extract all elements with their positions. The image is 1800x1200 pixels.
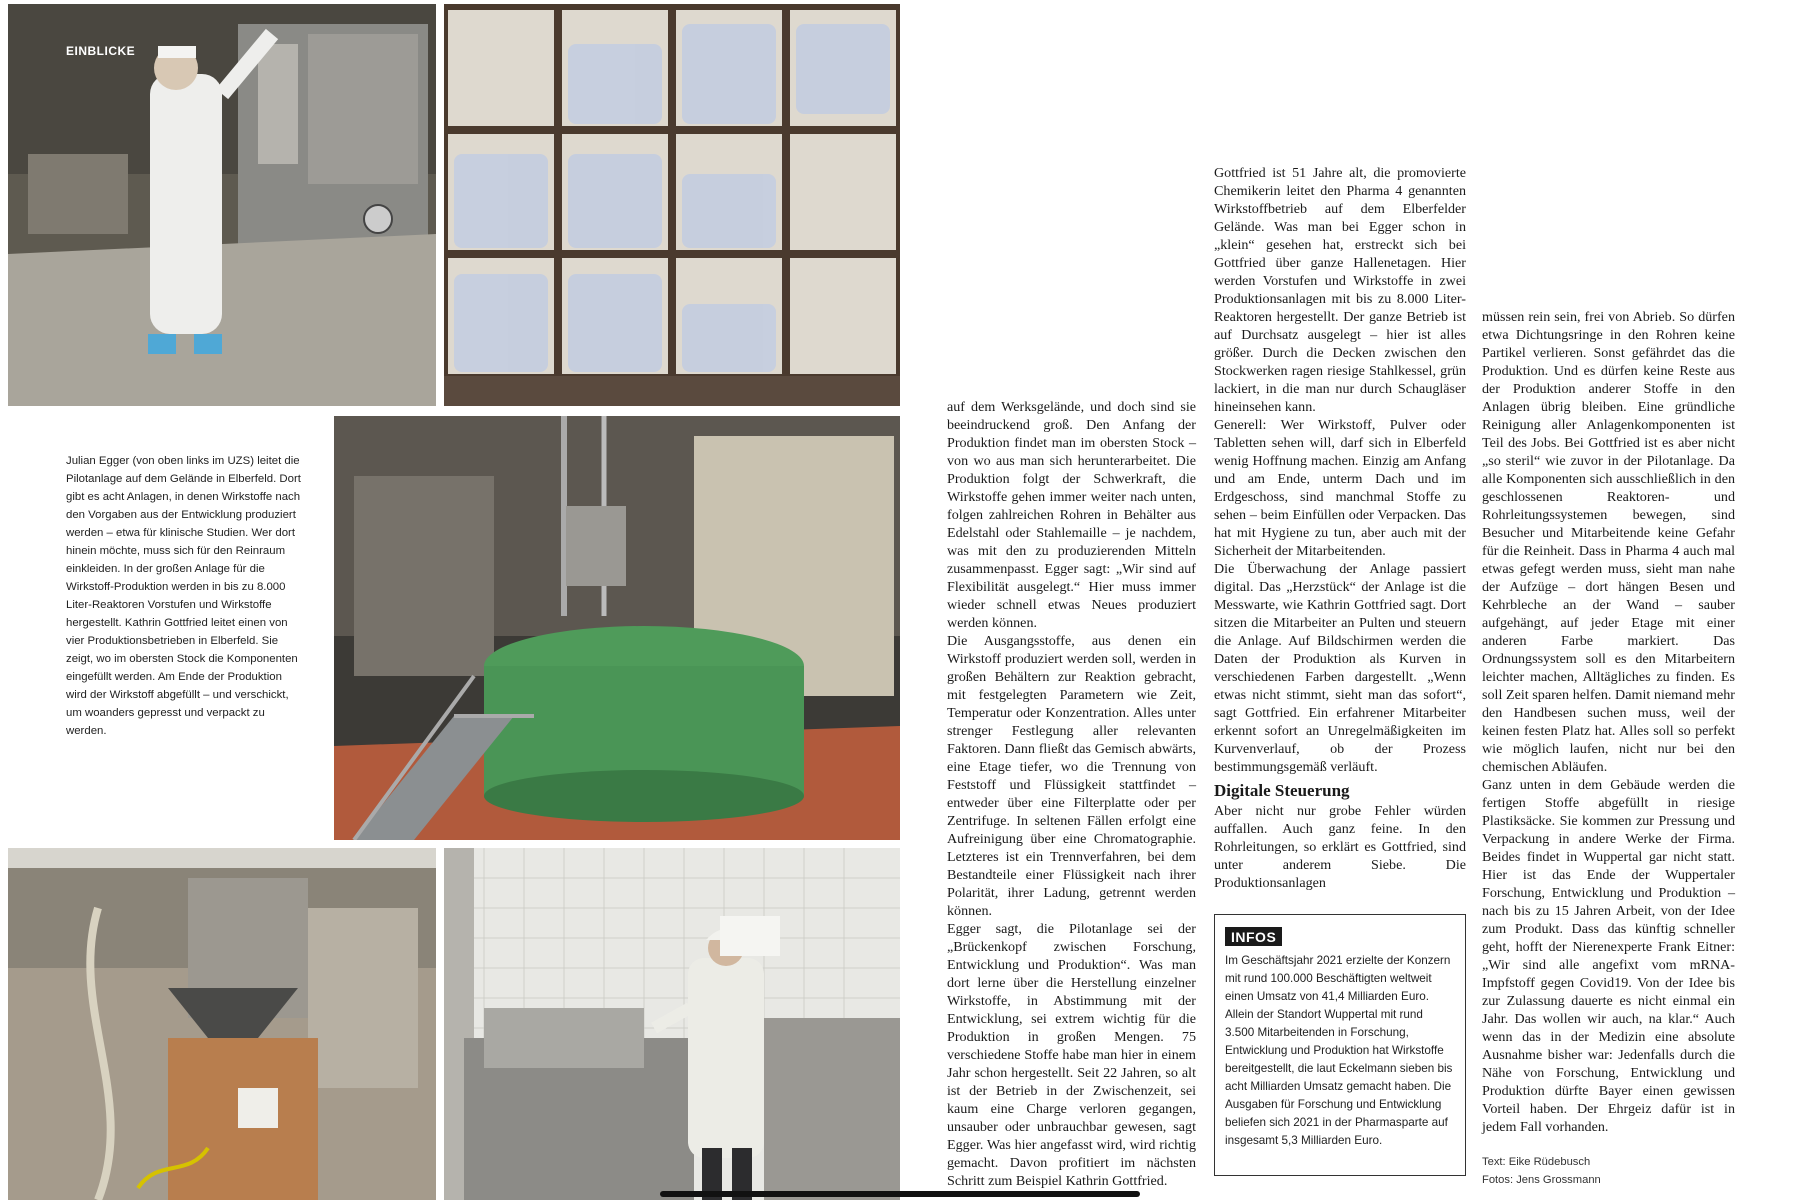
info-tag: INFOS	[1225, 927, 1282, 946]
photo-gottfried	[444, 848, 900, 1200]
scrollbar[interactable]	[660, 1191, 1140, 1197]
subheading: Digitale Steuerung	[1214, 781, 1350, 800]
article-column-1	[947, 398, 1196, 1190]
paragraph: müssen rein sein, frei von Abrieb. So dürfen etwa Dichtungsringe in den Rohren keine Partikel verlieren. Sonst gefährdet das die Produktion. Und es dürfen keine Reste aus der Produktion anderer Stoffe in den Anlagen übrig bleiben. Eine gründliche Reinigung aller Anlagenkomponenten ist Teil des Jobs. Bei Gottfried ist es aber nicht „so steril“ wie zuvor in der Pilotanlage. Da alle Komponenten sich ausschließlich in den geschlossenen Reaktoren- und Rohrleitungssystemen bewegen, sind Besucher und Mitarbeitende keine Gefahr für die Reinheit. Dass in Pharma 4 auch mal etwas gefegt werden muss, sieht man nahe der Aufzüge – dort hängen Besen und Kehrbleche an der Wand – sauber aufgehängt, auf jeder Etage mit einer anderen Farbe markiert. Das Ordnungssystem soll es den Mitarbeitern leichter machen, Alltägliches zu finden. Es soll Zeit sparen helfen. Damit niemand mehr den Handbesen suchen muss, weil der keinen festen Platz hat. Alles soll so perfekt wie möglich laufen, nicht nur bei den chemischen Abläufen.	[1482, 309, 1735, 775]
photo-cleanroom	[8, 4, 436, 406]
paragraph: Die Überwachung der Anlage passiert digital. Das „Herzstück“ der Anlage ist die Messwarte, wie Kathrin Gottfried sagt. Dort sitzen die Mitarbeiter an Pulten und steuern die Anlage. Auf Bildschirmen werden die Daten der Produktion als Kurven in verschiedenen Farben dargestellt. „Wenn etwas nicht stimmt, sieht man das sofort“, sagt Gottfried. Ein erfahrener Mitarbeiter erkennt sofort an Unregelmäßigkeiten im Kurvenverlauf, ob der Prozess bestimmungsgemäß verläuft.	[1214, 561, 1466, 775]
text-credit: Text: Eike Rüdebusch	[1482, 1156, 1591, 1168]
paragraph: Ganz unten in dem Gebäude werden die fertigen Stoffe abgefüllt in riesige Plastiksäcke. Sie kommen zur Pressung und Verpackung in andere Werke der Firma. Beides findet in Wuppertal gar nicht statt. Hier ist das Ende der Wuppertaler Forschung, Entwicklung und Produktion – nach bis zu 15 Jahren Arbeit, von der Idee zum Produkt. Dass das künftig schneller geht, hofft der Nierenexperte Frank Eitner: „Wir sind alle angefixt vom mRNA-Impfstoff gegen Covid19. Von der Idee bis zur Zulassung dauerte es nicht einmal ein Jahr. Das wollen wir auch, na klar.“ Auch wenn das in der Medizin eine absolute Ausnahme bisher war: Jedenfalls durch die Nähe von Forschung, Entwicklung und Produktion dürfte Bayer einen gewissen Vorteil haben. Der Ehrgeiz dafür ist in jedem Fall vorhanden.	[1482, 777, 1735, 1135]
paragraph: Aber nicht nur grobe Fehler würden auffallen. Auch ganz feine. In den Rohrleitungen, so erklärt es Gottfried, sind unter anderem Siebe. Die Produktionsanlagen	[1214, 803, 1466, 891]
credits	[1482, 1153, 1601, 1189]
paragraph: auf dem Werksgelände, und doch sind sie beeindruckend groß. Den Anfang der Produktion findet man im obersten Stock – von wo aus man sich herunterarbeitet. Die Produktion folgt der Schwerkraft, die Wirkstoffe gehen immer weiter nach unten, folgen zahlreichen Rohren in Behälter aus Edelstahl oder Stahlemaille – je nachdem, was mit den zu produzierenden Mitteln zusammenpasst. Egger sagt: „Wir sind auf Flexibilität ausgelegt.“ Hier muss immer wieder schnell etwas Neues produziert werden können.	[947, 399, 1196, 631]
paragraph: Egger sagt, die Pilotanlage sei der „Brückenkopf zwischen Forschung, Entwicklung und Produktion“. Was man dort lerne über die Herstellung einzelner Wirkstoffe, in Abstimmung mit der Entwicklung, sei extrem wichtig für die Produktion in großen Mengen. 75 verschiedene Stoffe habe man hier in einem Jahr schon hergestellt. Seit 22 Jahren, so alt ist der Betrieb in der Zwischenzeit, sei kaum eine Charge verloren gegangen, unsauber oder unbrauchbar gewesen, sagt Egger. Was hier angefasst wird, wird richtig gemacht. Davon profitiert im nächsten Schritt zum Beispiel Kathrin Gottfried.	[947, 921, 1196, 1189]
photo-shelves	[444, 4, 900, 406]
photo-caption: Julian Egger (von oben links im UZS) leitet die Pilotanlage auf dem Gelände in Elberfeld. Dort gibt es acht Anlagen, in denen Wirkstoffe nach den Vorgaben aus der Entwicklung produziert werden – etwa für klinische Studien. Wer dort hinein möchte, muss sich für den Reinraum einkleiden. In der großen Anlage für die Wirkstoff-Produktion werden in bis zu 8.000 Liter-Reaktoren Vorstufen und Wirkstoffe hergestellt. Kathrin Gottfried leitet einen von vier Produktionsbetrieben in Elberfeld. Sie zeigt, wo im obersten Stock die Komponenten eingefüllt werden. Am Ende der Produktion wird der Wirkstoff abgefüllt – und verschickt, um woanders gepresst und verpackt zu werden.	[66, 455, 301, 737]
info-text: Im Geschäftsjahr 2021 erzielte der Konzern mit rund 100.000 Beschäftigten weltweit einen Umsatz von 41,4 Milliarden Euro. Allein der Standort Wuppertal mit rund 3.500 Mitarbeitenden in Forschung, Entwicklung und Produktion hat Wirkstoffe bereitgestellt, die laut Eckelmann sieben bis acht Milliarden Umsatz gemacht haben. Die Ausgaben für Forschung und Entwicklung beliefen sich 2021 in der Pharmasparte auf insgesamt 5,3 Milliarden Euro.	[1225, 954, 1453, 1147]
article-column-2	[1214, 164, 1466, 892]
photo-credit: Fotos: Jens Grossmann	[1482, 1174, 1601, 1186]
article-column-3	[1482, 308, 1735, 1136]
paragraph: Die Ausgangsstoffe, aus denen ein Wirkstoff produziert werden soll, werden in großen Behältern zur Reaktion gebracht, mit festgelegten Parametern wie Zeit, Temperatur oder Konzentration. Alles unter strenger Festlegung aller relevanten Faktoren. Dann fließt das Gemisch abwärts, eine Etage tiefer, wo die Trennung von Feststoff und Flüssigkeit stattfindet – entweder über eine Filterplatte oder per Zentrifuge. In seltenen Fällen erfolgt eine Aufreinigung über eine Chromatographie. Letzteres ist ein Trennverfahren, bei dem Bestandteile einer Flüssigkeit nach ihrer Polarität, ihrer Ladung, getrennt werden können.	[947, 633, 1196, 919]
photo-filling	[8, 848, 436, 1200]
paragraph: Gottfried ist 51 Jahre alt, die promovierte Chemikerin leitet den Pharma 4 genannten Wirkstoffbetrieb auf dem Elberfelder Gelände. Was man bei Egger schon in „klein“ gesehen hat, erstreckt sich bei Gottfried über ganze Hallenetagen. Hier werden Vorstufen und Wirkstoffe in zwei Produktionsanlagen mit bis zu 8.000 Liter-Reaktoren hergestellt. Der ganze Betrieb ist auf Durchsatz ausgelegt – hier ist alles größer. Durch die Decken zwischen den Stockwerken ragen riesige Stahlkessel, grün lackiert, in die man nur durch Schaugläser hineinsehen kann.	[1214, 165, 1466, 415]
photo-reactor	[334, 416, 900, 840]
paragraph: Generell: Wer Wirkstoff, Pulver oder Tabletten sehen will, darf sich in Elberfeld wenig Hoffnung machen. Einzig am Anfang und am Ende, unterm Dach und im Erdgeschoss, sind manchmal Stoffe zu sehen – beim Einfüllen oder Verpacken. Das hat mit Hygiene zu tun, aber auch mit der Sicherheit der Mitarbeitenden.	[1214, 417, 1466, 559]
info-box	[1214, 914, 1466, 1176]
section-kicker: EINBLICKE	[66, 44, 136, 58]
